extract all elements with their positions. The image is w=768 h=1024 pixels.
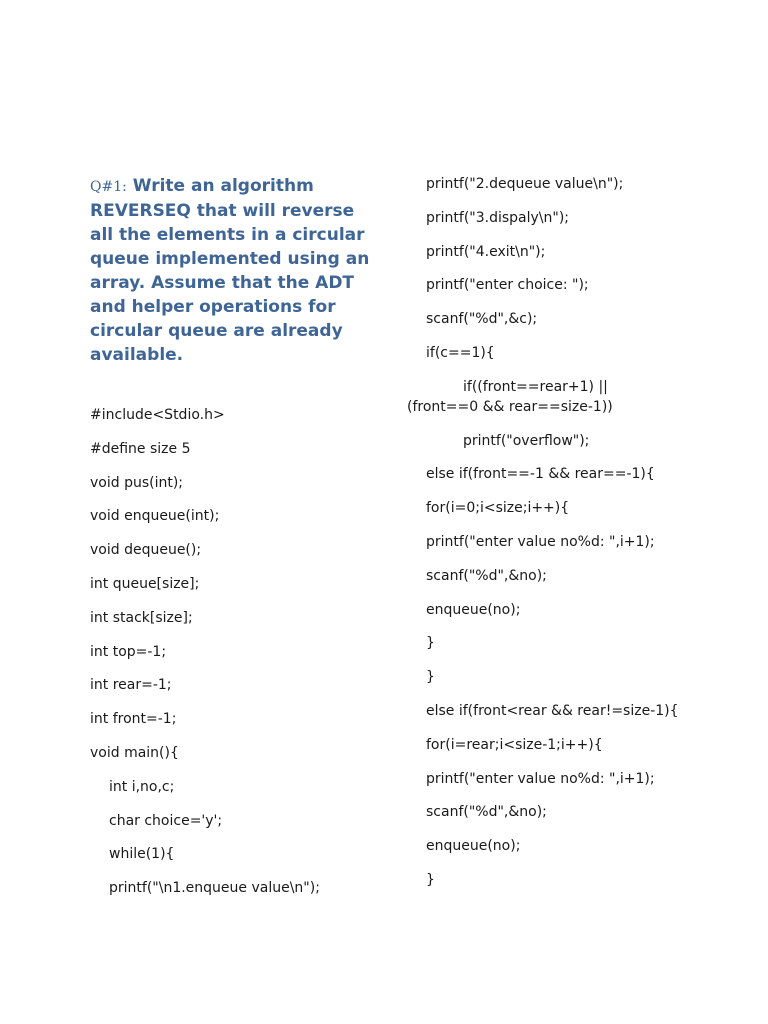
code-line: scanf("%d",&c); [426, 311, 538, 328]
code-line: printf("4.exit\n"); [426, 243, 546, 260]
code-line: void pus(int); [90, 474, 184, 491]
question-text: Write an algorithm REVERSEQ that will reverse all the elements in a circular queue implemented using an array. Assume that the ADT and helper operations for circular queue are already available. [90, 176, 370, 365]
question-number: Q#1: [90, 179, 127, 195]
code-line: #include<Stdio.h> [90, 407, 225, 423]
code-line: void enqueue(int); [90, 508, 220, 525]
code-line: enqueue(no); [426, 601, 521, 618]
code-line: printf("overflow"); [463, 432, 590, 449]
code-line: } [426, 669, 435, 686]
question-heading [90, 174, 370, 367]
code-line: scanf("%d",&no); [426, 567, 547, 584]
code-line: if((front==rear+1) || (front==0 && rear==size-1)) [407, 378, 613, 415]
left-column [90, 174, 370, 912]
code-line: scanf("%d",&no); [426, 804, 547, 821]
code-line: printf("enter value no%d: ",i+1); [426, 533, 655, 550]
code-line: int queue[size]; [90, 575, 200, 592]
code-line: printf("\n1.enqueue value\n"); [109, 880, 320, 897]
code-line: int front=-1; [90, 711, 177, 728]
code-line: void main(){ [90, 744, 179, 761]
code-line: int rear=-1; [90, 677, 172, 694]
code-line: else if(front==-1 && rear==-1){ [426, 466, 655, 483]
code-line: int stack[size]; [90, 609, 193, 626]
right-column [407, 174, 682, 904]
code-line: char choice='y'; [109, 812, 223, 829]
code-line: printf("enter value no%d: ",i+1); [426, 770, 655, 787]
code-line: if(c==1){ [426, 344, 495, 361]
code-line: void dequeue(); [90, 542, 202, 559]
code-line: } [426, 871, 435, 888]
code-line: int top=-1; [90, 643, 167, 660]
code-line: enqueue(no); [426, 838, 521, 855]
code-line: printf("3.dispaly\n"); [426, 209, 570, 226]
code-line: #define size 5 [90, 440, 191, 457]
code-line: for(i=0;i<size;i++){ [426, 500, 570, 517]
code-line: while(1){ [109, 846, 175, 863]
code-line: int i,no,c; [109, 778, 175, 795]
code-line: } [426, 635, 435, 652]
code-line: printf("2.dequeue value\n"); [426, 176, 624, 192]
code-line: else if(front<rear && rear!=size-1){ [426, 702, 679, 719]
code-line: printf("enter choice: "); [426, 277, 589, 294]
code-line: for(i=rear;i<size-1;i++){ [426, 736, 603, 753]
